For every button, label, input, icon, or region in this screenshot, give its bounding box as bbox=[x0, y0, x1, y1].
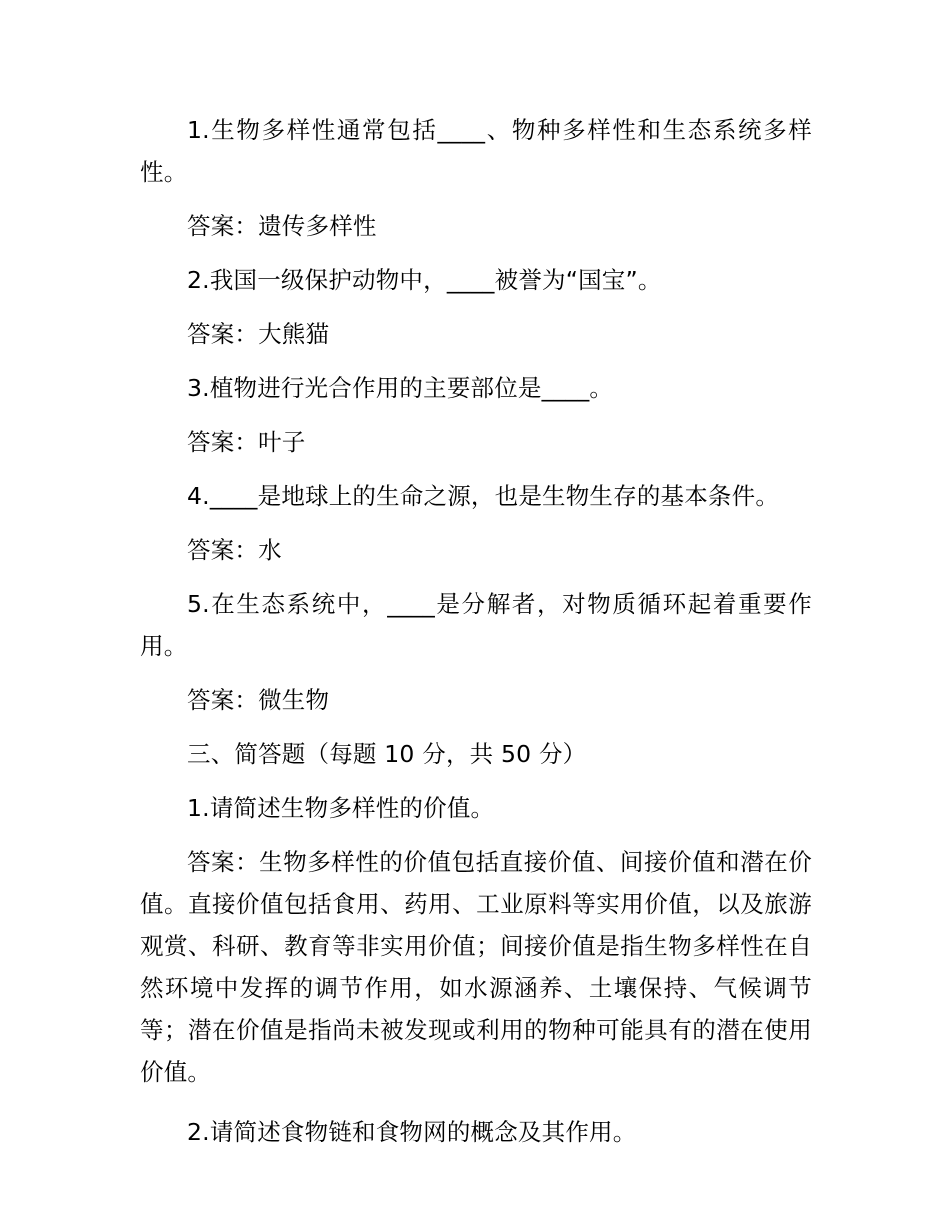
section-heading-short-answer: 三、简答题（每题 10 分，共 50 分） bbox=[187, 740, 587, 768]
question-short-2: 2.请简述食物链和食物网的概念及其作用。 bbox=[187, 1118, 637, 1146]
question-fill-4: 4.____是地球上的生命之源，也是生物生存的基本条件。 bbox=[187, 482, 780, 510]
document-body bbox=[140, 109, 812, 1165]
question-fill-3: 3.植物进行光合作用的主要部位是____。 bbox=[187, 374, 614, 402]
question-fill-1: 1.生物多样性通常包括____、物种多样性和生态系统多样性。 bbox=[140, 116, 812, 186]
answer-fill-2: 答案：大熊猫 bbox=[187, 320, 330, 348]
question-short-1: 1.请简述生物多样性的价值。 bbox=[187, 794, 495, 822]
answer-fill-1: 答案：遗传多样性 bbox=[187, 212, 377, 240]
answer-fill-3: 答案：叶子 bbox=[187, 428, 306, 456]
question-fill-2: 2.我国一级保护动物中，____被誉为“国宝”。 bbox=[187, 266, 662, 294]
question-fill-5: 5.在生态系统中，____是分解者，对物质循环起着重要作用。 bbox=[140, 590, 812, 660]
answer-fill-4: 答案：水 bbox=[187, 536, 282, 564]
answer-fill-5: 答案：微生物 bbox=[187, 686, 330, 714]
answer-short-1: 答案：生物多样性的价值包括直接价值、间接价值和潜在价值。直接价值包括食用、药用、工业原料等实用价值，以及旅游观赏、科研、教育等非实用价值；间接价值是指生物多样性在自然环境中发挥的调节作用，如水源涵养、土壤保持、气候调节等；潜在价值是指尚未被发现或利用的物种可能具有的潜在使用价值。 bbox=[140, 848, 812, 1086]
